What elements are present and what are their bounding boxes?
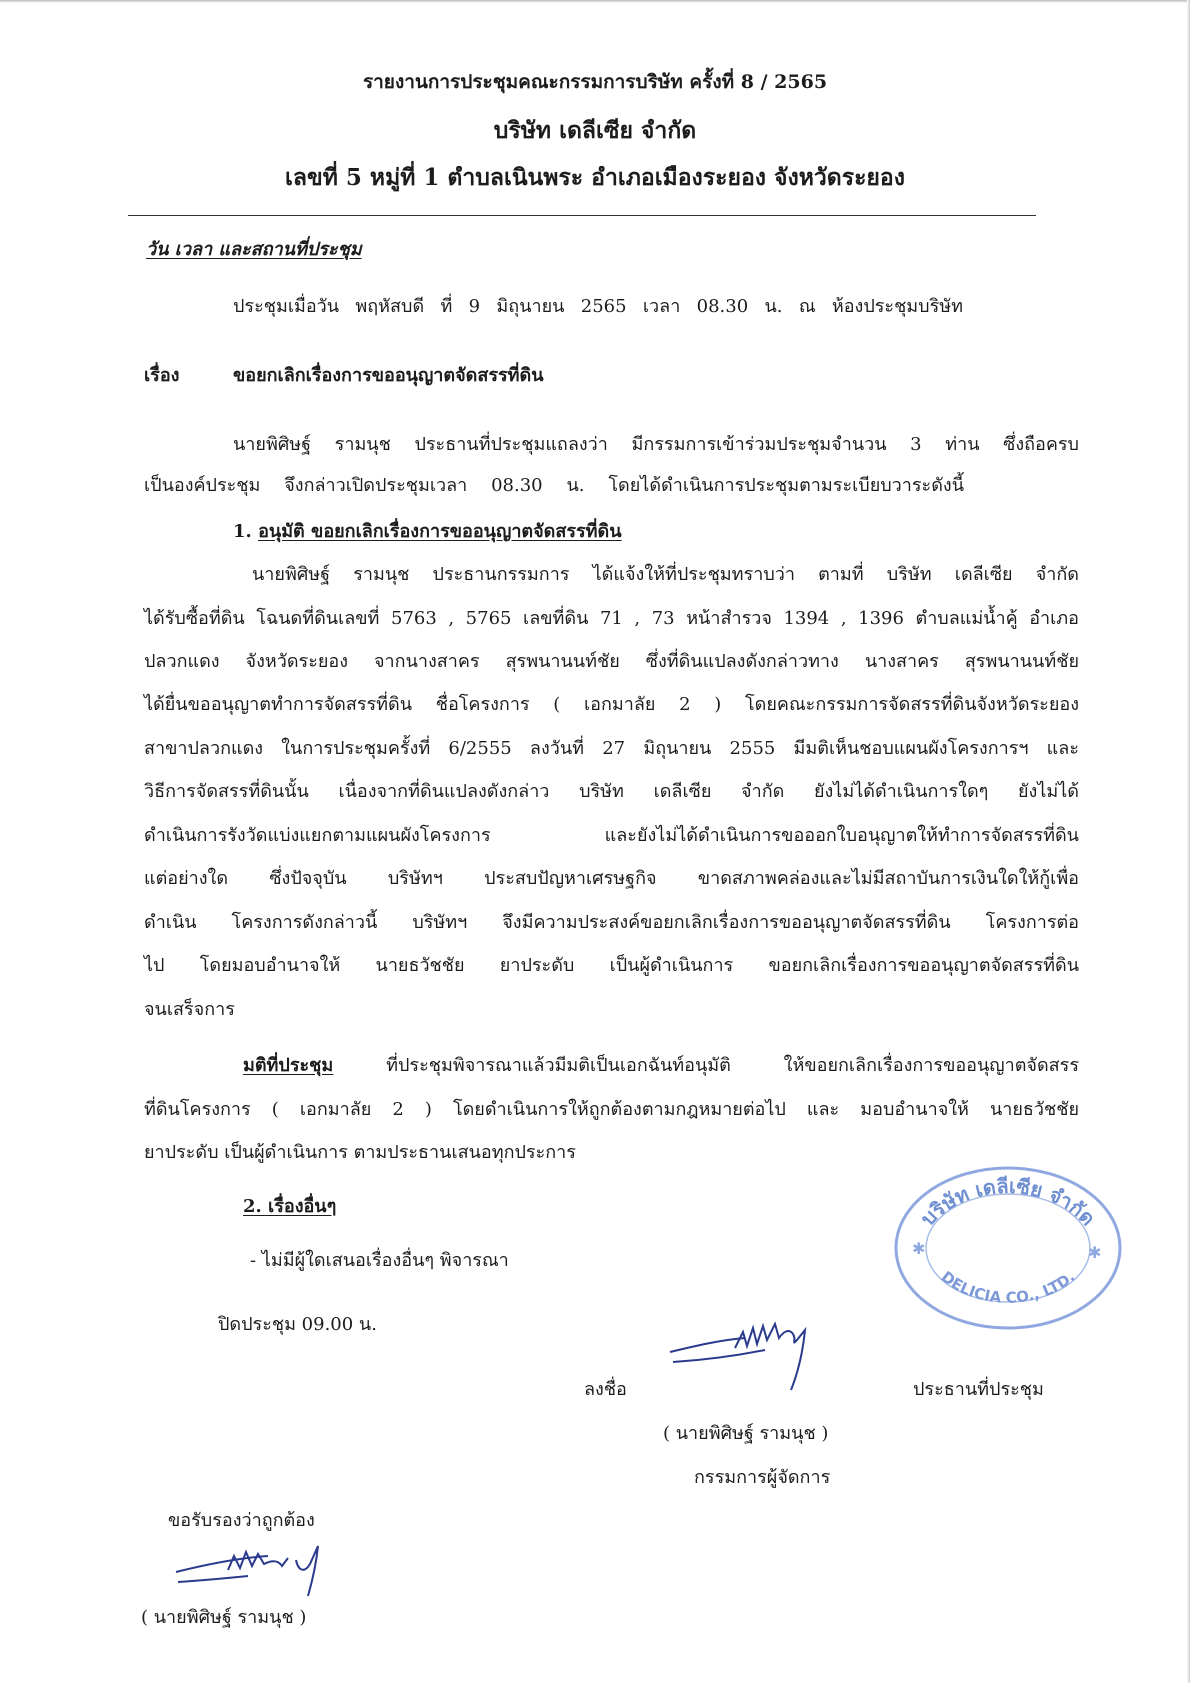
- stamp-star-icon: ✱: [912, 1239, 926, 1258]
- certify-signature: [168, 1530, 358, 1602]
- subject-label: เรื่อง: [144, 365, 180, 386]
- resolution-text: ที่ประชุมพิจารณาแล้วมีมติเป็นเอกฉันท์อนุมัติ ให้ขอยกเลิกเรื่องการขออนุญาตจัดสรร: [333, 1055, 1079, 1076]
- agenda-1-line: ดำเนิน โครงการดังกล่าวนี้ บริษัทฯ จึงมีความประสงค์ขอยกเลิกเรื่องการขออนุญาตจัดสรรที่ดิน โครงการต่อ: [144, 912, 1079, 933]
- meeting-info-heading: วัน เวลา และสถานที่ประชุม: [146, 239, 362, 260]
- resolution-line: ที่ดินโครงการ ( เอกมาลัย 2 ) โดยดำเนินการให้ถูกต้องตามกฎหมายต่อไป และ มอบอำนาจให้ นายธวัชชัย: [144, 1099, 1079, 1120]
- agenda-1-line: ดำเนินการรังวัดแบ่งแยกตามแผนผังโครงการ และยังไม่ได้ดำเนินการขอออกใบอนุญาตให้ทำการจัดสรรที่ดิน: [144, 825, 1079, 846]
- company-stamp: [888, 1158, 1128, 1334]
- signatory-name: ( นายพิศิษฐ์ รามนุช ): [663, 1423, 829, 1444]
- agenda-1-line: วิธีการจัดสรรที่ดินนั้น เนื่องจากที่ดินแปลงดังกล่าว บริษัท เดลีเซีย จำกัด ยังไม่ได้ดำเนินการใดๆ ยังไม่ได้: [144, 781, 1079, 802]
- resolution-line: ยาประดับ เป็นผู้ดำเนินการ ตามประธานเสนอทุกประการ: [144, 1142, 576, 1163]
- agenda-1-line: ได้ยื่นขออนุญาตทำการจัดสรรที่ดิน ชื่อโครงการ ( เอกมาลัย 2 ) โดยคณะกรรมการจัดสรรที่ดินจังหวัดระยอง: [144, 694, 1079, 715]
- agenda-1-line: จนเสร็จการ: [144, 999, 235, 1020]
- subject-text: ขอยกเลิกเรื่องการขออนุญาตจัดสรรที่ดิน: [233, 365, 544, 386]
- certify-name: ( นายพิศิษฐ์ รามนุช ): [141, 1607, 307, 1628]
- header-divider: [128, 215, 1036, 216]
- stamp-bottom-text: DELICIA CO., LTD.: [937, 1267, 1079, 1307]
- agenda-1-line: ปลวกแดง จังหวัดระยอง จากนางสาคร สุรพนานนท์ชัย ซึ่งที่ดินแปลงดังกล่าวทาง นางสาคร สุรพนานนท์ชัย: [144, 651, 1079, 672]
- certify-label: ขอรับรองว่าถูกต้อง: [168, 1510, 315, 1531]
- agenda-1-line: สาขาปลวกแดง ในการประชุมครั้งที่ 6/2555 ลงวันที่ 27 มิถุนายน 2555 มีมติเห็นชอบแผนผังโครงการฯ และ: [144, 738, 1079, 759]
- agenda-2-text: - ไม่มีผู้ใดเสนอเรื่องอื่นๆ พิจารณา: [250, 1250, 509, 1271]
- opening-line-1: นายพิศิษฐ์ รามนุช ประธานที่ประชุมแถลงว่า มีกรรมการเข้าร่วมประชุมจำนวน 3 ท่าน ซึ่งถือครบ: [233, 434, 1079, 455]
- report-title: รายงานการประชุมคณะกรรมการบริษัท ครั้งที่ 8 / 2565: [362, 71, 828, 93]
- page-top-edge: [0, 0, 1190, 3]
- agenda-1-line: ไป โดยมอบอำนาจให้ นายธวัชชัย ยาประดับ เป็นผู้ดำเนินการ ขอยกเลิกเรื่องการขออนุญาตจัดสรรที่ดิน: [144, 955, 1079, 976]
- company-name: บริษัท เดลีเซีย จำกัด: [493, 117, 697, 144]
- company-address: เลขที่ 5 หมู่ที่ 1 ตำบลเนินพระ อำเภอเมืองระยอง จังหวัดระยอง: [285, 164, 905, 191]
- agenda-1-title: อนุมัติ ขอยกเลิกเรื่องการขออนุญาตจัดสรรที่ดิน: [258, 521, 622, 542]
- agenda-1-line: นายพิศิษฐ์ รามนุช ประธานกรรมการ ได้แจ้งให้ที่ประชุมทราบว่า ตามที่ บริษัท เดลีเซีย จำกัด: [252, 564, 1079, 585]
- signature-role: ประธานที่ประชุม: [913, 1379, 1044, 1400]
- signature-label: ลงชื่อ: [584, 1379, 627, 1400]
- chairman-signature: [665, 1310, 865, 1400]
- stamp-top-text: บริษัท เดลีเซีย จำกัด: [915, 1173, 1101, 1231]
- agenda-1-line: ได้รับซื้อที่ดิน โฉนดที่ดินเลขที่ 5763 , 5765 เลขที่ดิน 71 , 73 หน้าสำรวจ 1394 , 1396 ตำบลแม่น้ำคู้ อำเภอ: [144, 608, 1079, 629]
- closing-time: ปิดประชุม 09.00 น.: [218, 1314, 377, 1335]
- signatory-title: กรรมการผู้จัดการ: [694, 1467, 831, 1488]
- resolution-line-1: [243, 1050, 1079, 1079]
- stamp-star-icon: ✱: [1088, 1243, 1102, 1262]
- resolution-label: มติที่ประชุม: [243, 1055, 334, 1076]
- agenda-1-line: แต่อย่างใด ซึ่งปัจจุบัน บริษัทฯ ประสบปัญหาเศรษฐกิจ ขาดสภาพคล่องและไม่มีสถาบันการเงินใดให้กู้เพื่อ: [144, 868, 1079, 889]
- agenda-1-number: 1.: [233, 521, 252, 542]
- meeting-info-text: ประชุมเมื่อวัน พฤหัสบดี ที่ 9 มิถุนายน 2565 เวลา 08.30 น. ณ ห้องประชุมบริษัท: [233, 296, 963, 317]
- agenda-1-heading: [233, 516, 622, 545]
- agenda-2-title: 2. เรื่องอื่นๆ: [243, 1196, 337, 1217]
- opening-line-2: เป็นองค์ประชุม จึงกล่าวเปิดประชุมเวลา 08.30 น. โดยได้ดำเนินการประชุมตามระเบียบวาระดังนี้: [144, 475, 964, 496]
